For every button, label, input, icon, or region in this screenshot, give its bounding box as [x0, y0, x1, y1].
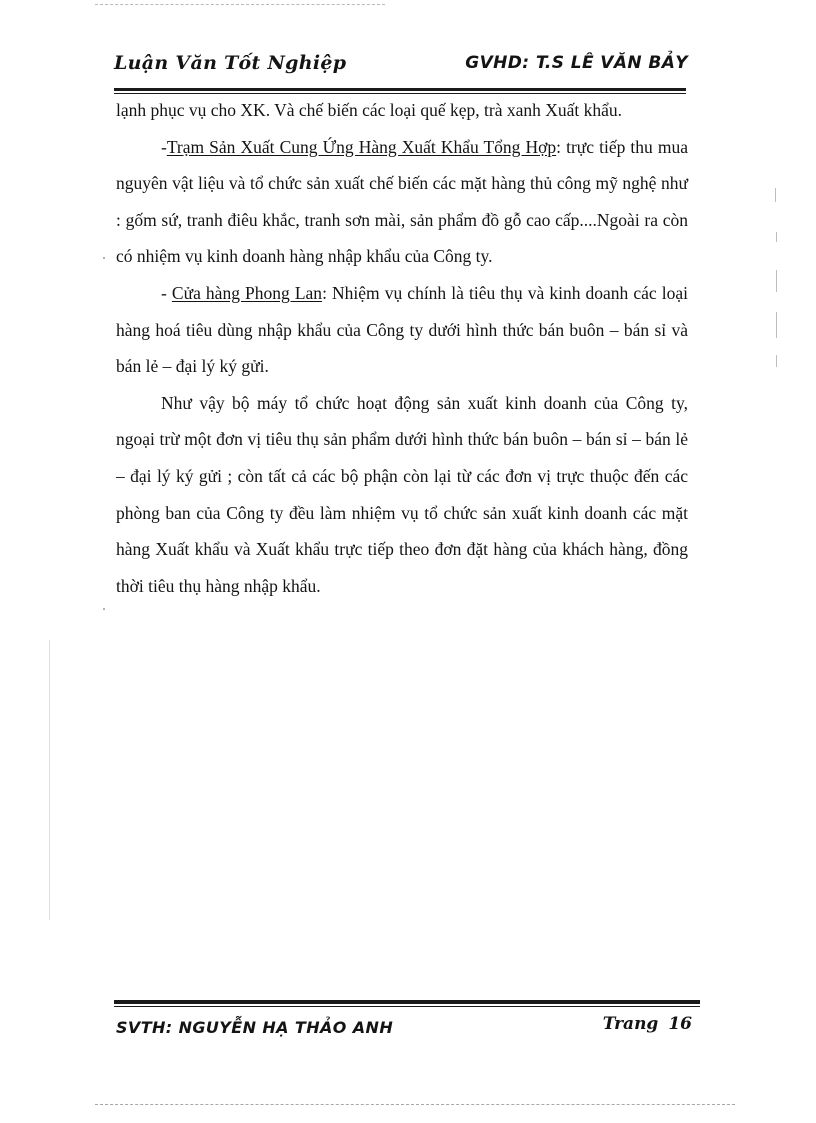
unit-name-tram-san-xuat: Trạm Sản Xuất Cung Ứng Hàng Xuất Khẩu Tổng Hợp	[166, 136, 557, 157]
paragraph-3-text: : Nhiệm vụ chính là tiêu thụ và kinh doanh các loại hàng hoá tiêu dùng nhập khẩu của Công ty dưới hình thức bán buôn – bán sỉ và bán lẻ – đại lý ký gửi.	[116, 282, 689, 377]
footer-rule	[114, 1000, 700, 1004]
scan-artifact-top	[95, 4, 385, 5]
scan-artifact-bottom	[95, 1104, 735, 1105]
page-header	[114, 52, 688, 92]
thesis-title: Luận Văn Tốt Nghiệp	[114, 52, 347, 74]
scan-artifact-mark	[775, 188, 776, 202]
scan-artifact-dot	[103, 608, 105, 610]
student-name: SVTH: NGUYỄN HẠ THẢO ANH	[116, 1018, 394, 1037]
paragraph-2-prefix: -	[161, 136, 167, 157]
page-number: 16	[668, 1014, 692, 1034]
paragraph-2	[116, 129, 688, 275]
paragraph-3	[116, 275, 688, 385]
unit-name-cua-hang-phong-lan: Cửa hàng Phong Lan	[171, 282, 323, 303]
advisor-label: GVHD: T.S LÊ VĂN BẢY	[465, 53, 688, 73]
page-label: Trang	[602, 1014, 659, 1034]
paragraph-2-text: : trực tiếp thu mua nguyên vật liệu và tổ chức sản xuất chế biến các mặt hàng thủ công mỹ nghệ như : gốm sứ, tranh điêu khắc, tranh sơn mài, sản phẩm đồ gỗ cao cấp....Ngoài ra còn có nhiệm vụ kinh doanh hàng nhập khẩu của Công ty.	[116, 136, 688, 267]
scan-artifact-mark	[776, 232, 777, 242]
scan-artifact-mark	[776, 270, 777, 292]
page-number-label	[603, 1014, 692, 1034]
scan-artifact-mark	[776, 312, 777, 338]
paragraph-1: lạnh phục vụ cho XK. Và chế biến các loại quế kẹp, trà xanh Xuất khẩu.	[116, 100, 623, 120]
footer-rule-thin	[114, 1006, 700, 1007]
paragraph-3-prefix: -	[161, 282, 172, 303]
document-body	[116, 92, 688, 604]
header-rule	[114, 88, 686, 91]
scan-artifact-left-margin	[49, 640, 50, 920]
scan-artifact-dot	[103, 257, 105, 259]
paragraph-4: Như vậy bộ máy tổ chức hoạt động sản xuất kinh doanh của Công ty, ngoại trừ một đơn vị tiêu thụ sản phẩm dưới hình thức bán buôn – bán sỉ – bán lẻ – đại lý ký gửi ; còn tất cả các bộ phận còn lại từ các đơn vị trực thuộc đến các phòng ban của Công ty đều làm nhiệm vụ tổ chức sản xuất kinh doanh các mặt hàng Xuất khẩu và Xuất khẩu trực tiếp theo đơn đặt hàng của khách hàng, đồng thời tiêu thụ hàng nhập khẩu.	[116, 392, 688, 596]
scan-artifact-mark	[776, 355, 777, 367]
